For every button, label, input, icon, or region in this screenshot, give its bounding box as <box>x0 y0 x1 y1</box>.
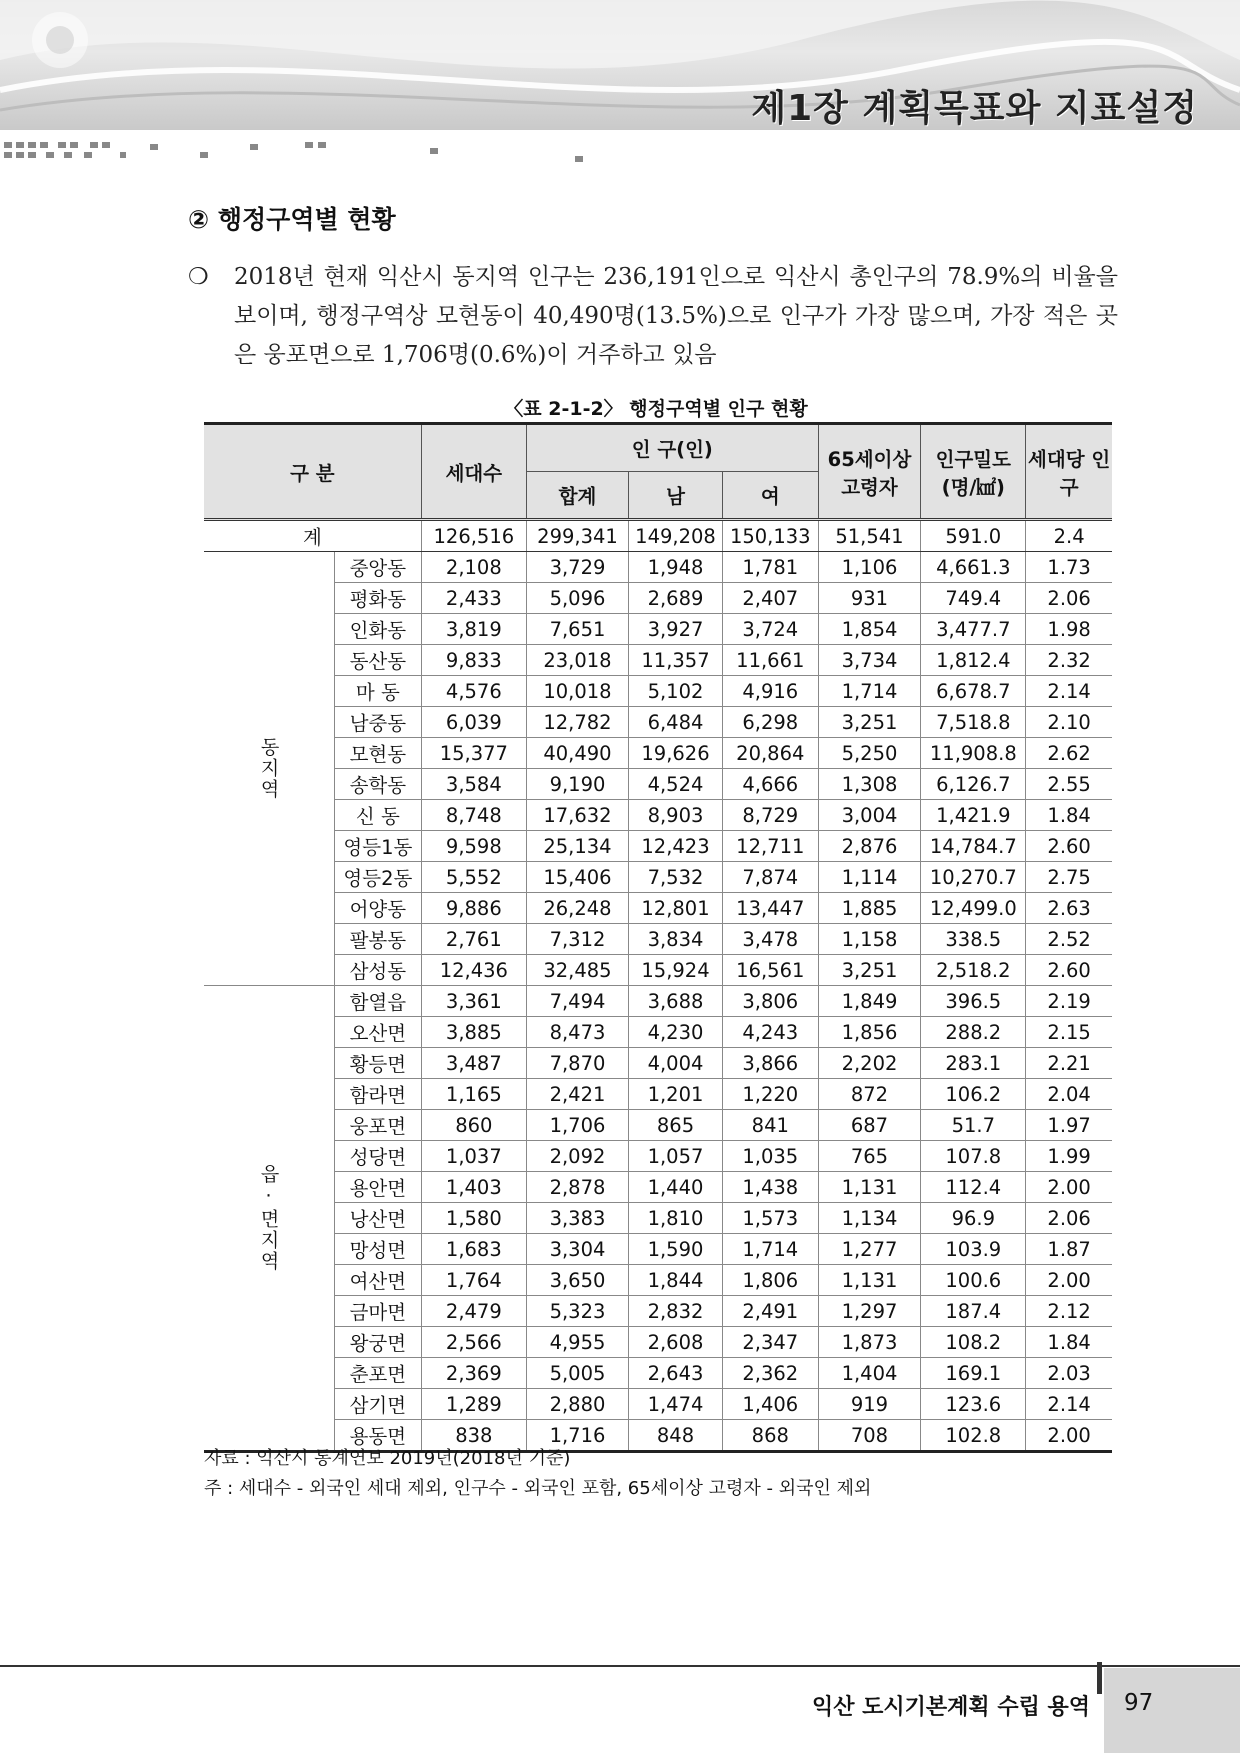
data-cell: 2,491 <box>722 1296 818 1327</box>
data-cell: 1,948 <box>629 552 723 583</box>
data-cell: 9,886 <box>421 893 526 924</box>
group-label-cell: 읍·면지역 <box>204 986 335 1452</box>
data-cell: 1,856 <box>818 1017 921 1048</box>
data-cell: 8,473 <box>526 1017 628 1048</box>
data-cell: 2.62 <box>1026 738 1112 769</box>
data-cell: 1.84 <box>1026 1327 1112 1358</box>
table-row <box>204 738 1112 769</box>
data-cell: 3,487 <box>421 1048 526 1079</box>
data-cell: 6,126.7 <box>921 769 1026 800</box>
data-cell: 7,518.8 <box>921 707 1026 738</box>
data-cell: 7,651 <box>526 614 628 645</box>
district-name-cell: 남중동 <box>335 707 422 738</box>
header-elderly: 65세이상 고령자 <box>818 424 921 520</box>
data-cell: 4,666 <box>722 769 818 800</box>
data-cell: 4,230 <box>629 1017 723 1048</box>
summary-paragraph <box>188 258 1118 375</box>
data-cell: 1,134 <box>818 1203 921 1234</box>
table-row <box>204 1389 1112 1420</box>
table-row <box>204 1017 1112 1048</box>
data-cell: 7,532 <box>629 862 723 893</box>
table-body <box>204 520 1112 1452</box>
data-cell: 2,566 <box>421 1327 526 1358</box>
table-row <box>204 769 1112 800</box>
total-value-cell: 591.0 <box>921 520 1026 552</box>
data-cell: 9,598 <box>421 831 526 862</box>
data-cell: 288.2 <box>921 1017 1026 1048</box>
table-row <box>204 1141 1112 1172</box>
district-name-cell: 함열읍 <box>335 986 422 1017</box>
data-cell: 7,874 <box>722 862 818 893</box>
data-cell: 1,421.9 <box>921 800 1026 831</box>
data-cell: 4,661.3 <box>921 552 1026 583</box>
data-cell: 3,885 <box>421 1017 526 1048</box>
data-cell: 1,131 <box>818 1265 921 1296</box>
data-cell: 1,810 <box>629 1203 723 1234</box>
data-cell: 1.73 <box>1026 552 1112 583</box>
data-cell: 6,039 <box>421 707 526 738</box>
data-cell: 1,683 <box>421 1234 526 1265</box>
table-source: 자료 : 익산시 통계연보 2019년(2018년 기준) <box>204 1448 571 1469</box>
district-name-cell: 금마면 <box>335 1296 422 1327</box>
data-cell: 3,729 <box>526 552 628 583</box>
district-name-cell: 모현동 <box>335 738 422 769</box>
data-cell: 40,490 <box>526 738 628 769</box>
table-row <box>204 1172 1112 1203</box>
data-cell: 1,812.4 <box>921 645 1026 676</box>
data-cell: 2.14 <box>1026 1389 1112 1420</box>
data-cell: 2,608 <box>629 1327 723 1358</box>
section-title: ② 행정구역별 현황 <box>188 205 396 234</box>
header-male: 남 <box>629 472 723 520</box>
data-cell: 6,298 <box>722 707 818 738</box>
data-cell: 1,716 <box>526 1420 628 1452</box>
data-cell: 1,297 <box>818 1296 921 1327</box>
table-row <box>204 924 1112 955</box>
group-label-cell: 동지역 <box>204 552 335 986</box>
data-cell: 708 <box>818 1420 921 1452</box>
data-cell: 107.8 <box>921 1141 1026 1172</box>
data-cell: 396.5 <box>921 986 1026 1017</box>
data-cell: 2,479 <box>421 1296 526 1327</box>
district-name-cell: 동산동 <box>335 645 422 676</box>
data-cell: 13,447 <box>722 893 818 924</box>
total-value-cell: 299,341 <box>526 520 628 552</box>
table-row <box>204 1203 1112 1234</box>
data-cell: 15,377 <box>421 738 526 769</box>
data-cell: 1,106 <box>818 552 921 583</box>
total-value-cell: 149,208 <box>629 520 723 552</box>
district-name-cell: 성당면 <box>335 1141 422 1172</box>
data-cell: 96.9 <box>921 1203 1026 1234</box>
data-cell: 2.19 <box>1026 986 1112 1017</box>
district-name-cell: 오산면 <box>335 1017 422 1048</box>
data-cell: 1,474 <box>629 1389 723 1420</box>
header-female: 여 <box>722 472 818 520</box>
table-row <box>204 862 1112 893</box>
data-cell: 687 <box>818 1110 921 1141</box>
data-cell: 19,626 <box>629 738 723 769</box>
header-banner <box>0 0 1240 130</box>
data-cell: 7,870 <box>526 1048 628 1079</box>
data-cell: 3,584 <box>421 769 526 800</box>
district-name-cell: 용안면 <box>335 1172 422 1203</box>
data-cell: 2.60 <box>1026 955 1112 986</box>
data-cell: 2,643 <box>629 1358 723 1389</box>
data-cell: 1,714 <box>818 676 921 707</box>
data-cell: 1,201 <box>629 1079 723 1110</box>
data-cell: 1,406 <box>722 1389 818 1420</box>
data-cell: 11,357 <box>629 645 723 676</box>
data-cell: 3,251 <box>818 955 921 986</box>
data-cell: 2.06 <box>1026 583 1112 614</box>
data-cell: 2.03 <box>1026 1358 1112 1389</box>
data-cell: 1,220 <box>722 1079 818 1110</box>
data-cell: 10,018 <box>526 676 628 707</box>
data-cell: 3,819 <box>421 614 526 645</box>
data-cell: 102.8 <box>921 1420 1026 1452</box>
header-population: 인 구(인) <box>526 424 818 472</box>
data-cell: 2.14 <box>1026 676 1112 707</box>
district-name-cell: 왕궁면 <box>335 1327 422 1358</box>
table-row <box>204 676 1112 707</box>
total-value-cell: 51,541 <box>818 520 921 552</box>
data-cell: 7,494 <box>526 986 628 1017</box>
table-row <box>204 614 1112 645</box>
district-name-cell: 웅포면 <box>335 1110 422 1141</box>
population-table <box>204 422 1112 1453</box>
data-cell: 2.00 <box>1026 1265 1112 1296</box>
data-cell: 841 <box>722 1110 818 1141</box>
district-name-cell: 마 동 <box>335 676 422 707</box>
data-cell: 4,955 <box>526 1327 628 1358</box>
data-cell: 9,833 <box>421 645 526 676</box>
district-name-cell: 삼성동 <box>335 955 422 986</box>
data-cell: 2,108 <box>421 552 526 583</box>
data-cell: 169.1 <box>921 1358 1026 1389</box>
data-cell: 2.10 <box>1026 707 1112 738</box>
data-cell: 931 <box>818 583 921 614</box>
data-cell: 765 <box>818 1141 921 1172</box>
data-cell: 1,781 <box>722 552 818 583</box>
data-cell: 5,102 <box>629 676 723 707</box>
data-cell: 2,362 <box>722 1358 818 1389</box>
header-households: 세대수 <box>421 424 526 520</box>
table-notes <box>204 1444 871 1504</box>
header-category: 구 분 <box>204 424 421 520</box>
data-cell: 1,440 <box>629 1172 723 1203</box>
data-cell: 1.98 <box>1026 614 1112 645</box>
data-cell: 5,323 <box>526 1296 628 1327</box>
data-cell: 10,270.7 <box>921 862 1026 893</box>
data-cell: 2.63 <box>1026 893 1112 924</box>
data-cell: 5,005 <box>526 1358 628 1389</box>
table-row <box>204 800 1112 831</box>
data-cell: 1,131 <box>818 1172 921 1203</box>
data-cell: 100.6 <box>921 1265 1026 1296</box>
table-row <box>204 552 1112 583</box>
circle-bullet-icon: ❍ <box>188 264 209 290</box>
data-cell: 26,248 <box>526 893 628 924</box>
data-cell: 3,361 <box>421 986 526 1017</box>
data-cell: 3,304 <box>526 1234 628 1265</box>
district-name-cell: 함라면 <box>335 1079 422 1110</box>
data-cell: 3,734 <box>818 645 921 676</box>
data-cell: 283.1 <box>921 1048 1026 1079</box>
data-cell: 2.04 <box>1026 1079 1112 1110</box>
data-cell: 2.21 <box>1026 1048 1112 1079</box>
district-name-cell: 영등2동 <box>335 862 422 893</box>
total-value-cell: 2.4 <box>1026 520 1112 552</box>
data-cell: 9,190 <box>526 769 628 800</box>
table-row <box>204 1327 1112 1358</box>
district-name-cell: 신 동 <box>335 800 422 831</box>
table-row <box>204 645 1112 676</box>
data-cell: 12,423 <box>629 831 723 862</box>
data-cell: 3,383 <box>526 1203 628 1234</box>
data-cell: 3,834 <box>629 924 723 955</box>
data-cell: 1,714 <box>722 1234 818 1265</box>
data-cell: 2,878 <box>526 1172 628 1203</box>
data-cell: 1,849 <box>818 986 921 1017</box>
data-cell: 12,711 <box>722 831 818 862</box>
chapter-title: 제1장 계획목표와 지표설정 <box>751 88 1198 129</box>
data-cell: 2.06 <box>1026 1203 1112 1234</box>
district-name-cell: 여산면 <box>335 1265 422 1296</box>
data-cell: 1,035 <box>722 1141 818 1172</box>
data-cell: 2.15 <box>1026 1017 1112 1048</box>
data-cell: 8,748 <box>421 800 526 831</box>
data-cell: 2,761 <box>421 924 526 955</box>
data-cell: 1,158 <box>818 924 921 955</box>
data-cell: 3,724 <box>722 614 818 645</box>
data-cell: 5,552 <box>421 862 526 893</box>
data-cell: 187.4 <box>921 1296 1026 1327</box>
data-cell: 2.52 <box>1026 924 1112 955</box>
total-value-cell: 126,516 <box>421 520 526 552</box>
data-cell: 919 <box>818 1389 921 1420</box>
data-cell: 1.84 <box>1026 800 1112 831</box>
data-cell: 868 <box>722 1420 818 1452</box>
data-cell: 123.6 <box>921 1389 1026 1420</box>
table-row <box>204 1296 1112 1327</box>
table-row <box>204 955 1112 986</box>
data-cell: 1.99 <box>1026 1141 1112 1172</box>
data-cell: 3,866 <box>722 1048 818 1079</box>
data-cell: 1,706 <box>526 1110 628 1141</box>
table-row <box>204 1358 1112 1389</box>
data-cell: 1,590 <box>629 1234 723 1265</box>
table-row <box>204 1110 1112 1141</box>
data-cell: 2.00 <box>1026 1420 1112 1452</box>
data-cell: 1,037 <box>421 1141 526 1172</box>
data-cell: 103.9 <box>921 1234 1026 1265</box>
data-cell: 1,277 <box>818 1234 921 1265</box>
data-cell: 1,873 <box>818 1327 921 1358</box>
data-cell: 2,421 <box>526 1079 628 1110</box>
data-cell: 3,688 <box>629 986 723 1017</box>
data-cell: 12,801 <box>629 893 723 924</box>
data-cell: 51.7 <box>921 1110 1026 1141</box>
data-cell: 1,885 <box>818 893 921 924</box>
table-row <box>204 1234 1112 1265</box>
district-name-cell: 중앙동 <box>335 552 422 583</box>
data-cell: 12,436 <box>421 955 526 986</box>
data-cell: 12,782 <box>526 707 628 738</box>
data-cell: 8,903 <box>629 800 723 831</box>
table-row <box>204 1265 1112 1296</box>
data-cell: 3,650 <box>526 1265 628 1296</box>
district-name-cell: 춘포면 <box>335 1358 422 1389</box>
data-cell: 1,573 <box>722 1203 818 1234</box>
data-cell: 2.00 <box>1026 1172 1112 1203</box>
table-note: 주 : 세대수 - 외국인 세대 제외, 인구수 - 외국인 포함, 65세이상 고령자 - 외국인 제외 <box>204 1478 872 1499</box>
data-cell: 5,250 <box>818 738 921 769</box>
data-cell: 2,832 <box>629 1296 723 1327</box>
data-cell: 2,092 <box>526 1141 628 1172</box>
data-cell: 2,202 <box>818 1048 921 1079</box>
footer-accent-bar <box>1097 1662 1102 1694</box>
data-cell: 14,784.7 <box>921 831 1026 862</box>
data-cell: 3,251 <box>818 707 921 738</box>
district-name-cell: 삼기면 <box>335 1389 422 1420</box>
data-cell: 23,018 <box>526 645 628 676</box>
district-name-cell: 인화동 <box>335 614 422 645</box>
data-cell: 1,308 <box>818 769 921 800</box>
data-cell: 2,407 <box>722 583 818 614</box>
data-cell: 5,096 <box>526 583 628 614</box>
data-cell: 1.97 <box>1026 1110 1112 1141</box>
data-cell: 15,924 <box>629 955 723 986</box>
header-dot-pattern <box>0 138 620 168</box>
data-cell: 860 <box>421 1110 526 1141</box>
district-name-cell: 망성면 <box>335 1234 422 1265</box>
data-cell: 1,844 <box>629 1265 723 1296</box>
header-total: 합계 <box>526 472 628 520</box>
table-row <box>204 583 1112 614</box>
data-cell: 865 <box>629 1110 723 1141</box>
data-cell: 2.55 <box>1026 769 1112 800</box>
table-row <box>204 1048 1112 1079</box>
district-name-cell: 용동면 <box>335 1420 422 1452</box>
footer-divider <box>0 1665 1240 1667</box>
data-cell: 108.2 <box>921 1327 1026 1358</box>
data-cell: 32,485 <box>526 955 628 986</box>
data-cell: 2.60 <box>1026 831 1112 862</box>
data-cell: 2.12 <box>1026 1296 1112 1327</box>
data-cell: 1,114 <box>818 862 921 893</box>
data-cell: 338.5 <box>921 924 1026 955</box>
data-cell: 20,864 <box>722 738 818 769</box>
district-name-cell: 평화동 <box>335 583 422 614</box>
table-row <box>204 1079 1112 1110</box>
district-name-cell: 송학동 <box>335 769 422 800</box>
data-cell: 2.32 <box>1026 645 1112 676</box>
data-cell: 25,134 <box>526 831 628 862</box>
data-cell: 1.87 <box>1026 1234 1112 1265</box>
data-cell: 3,806 <box>722 986 818 1017</box>
data-cell: 1,438 <box>722 1172 818 1203</box>
data-cell: 11,661 <box>722 645 818 676</box>
district-name-cell: 팔봉동 <box>335 924 422 955</box>
data-cell: 3,004 <box>818 800 921 831</box>
data-cell: 838 <box>421 1420 526 1452</box>
data-cell: 872 <box>818 1079 921 1110</box>
data-cell: 4,576 <box>421 676 526 707</box>
data-cell: 2,689 <box>629 583 723 614</box>
data-cell: 1,854 <box>818 614 921 645</box>
data-cell: 6,484 <box>629 707 723 738</box>
data-cell: 1,404 <box>818 1358 921 1389</box>
data-cell: 1,764 <box>421 1265 526 1296</box>
data-cell: 1,165 <box>421 1079 526 1110</box>
data-cell: 12,499.0 <box>921 893 1026 924</box>
data-cell: 2,433 <box>421 583 526 614</box>
data-cell: 848 <box>629 1420 723 1452</box>
data-cell: 1,580 <box>421 1203 526 1234</box>
data-cell: 2,880 <box>526 1389 628 1420</box>
data-cell: 17,632 <box>526 800 628 831</box>
data-cell: 2,347 <box>722 1327 818 1358</box>
data-cell: 8,729 <box>722 800 818 831</box>
header-density: 인구밀도 (명/㎢) <box>921 424 1026 520</box>
data-cell: 3,927 <box>629 614 723 645</box>
data-cell: 2,518.2 <box>921 955 1026 986</box>
data-cell: 749.4 <box>921 583 1026 614</box>
table-row-total <box>204 520 1112 552</box>
data-cell: 1,289 <box>421 1389 526 1420</box>
data-cell: 106.2 <box>921 1079 1026 1110</box>
total-label-cell: 계 <box>204 520 421 552</box>
data-cell: 3,477.7 <box>921 614 1026 645</box>
data-cell: 1,403 <box>421 1172 526 1203</box>
table-row <box>204 893 1112 924</box>
data-cell: 16,561 <box>722 955 818 986</box>
table-row <box>204 707 1112 738</box>
data-cell: 11,908.8 <box>921 738 1026 769</box>
data-cell: 112.4 <box>921 1172 1026 1203</box>
header-per-household: 세대당 인구 <box>1026 424 1112 520</box>
data-cell: 1,806 <box>722 1265 818 1296</box>
district-name-cell: 영등1동 <box>335 831 422 862</box>
table-row <box>204 831 1112 862</box>
data-cell: 7,312 <box>526 924 628 955</box>
page-number: 97 <box>1124 1690 1154 1716</box>
table-caption: 〈표 2-1-2〉 행정구역별 인구 현황 <box>504 398 808 420</box>
data-cell: 4,524 <box>629 769 723 800</box>
district-name-cell: 낭산면 <box>335 1203 422 1234</box>
data-cell: 6,678.7 <box>921 676 1026 707</box>
table-row <box>204 986 1112 1017</box>
data-cell: 1,057 <box>629 1141 723 1172</box>
footer-title: 익산 도시기본계획 수립 용역 <box>812 1695 1091 1720</box>
data-cell: 15,406 <box>526 862 628 893</box>
total-value-cell: 150,133 <box>722 520 818 552</box>
data-cell: 4,916 <box>722 676 818 707</box>
data-cell: 4,243 <box>722 1017 818 1048</box>
district-name-cell: 어양동 <box>335 893 422 924</box>
district-name-cell: 황등면 <box>335 1048 422 1079</box>
data-cell: 4,004 <box>629 1048 723 1079</box>
summary-text: 2018년 현재 익산시 동지역 인구는 236,191인으로 익산시 총인구의 78.9%의 비율을 보이며, 행정구역상 모현동이 40,490명(13.5%)으로 인구가 가장 많으며, 가장 적은 곳은 웅포면으로 1,706명(0.6%)이 거주하고 있음 <box>234 264 1118 368</box>
data-cell: 2.75 <box>1026 862 1112 893</box>
data-cell: 2,369 <box>421 1358 526 1389</box>
data-cell: 3,478 <box>722 924 818 955</box>
data-cell: 2,876 <box>818 831 921 862</box>
